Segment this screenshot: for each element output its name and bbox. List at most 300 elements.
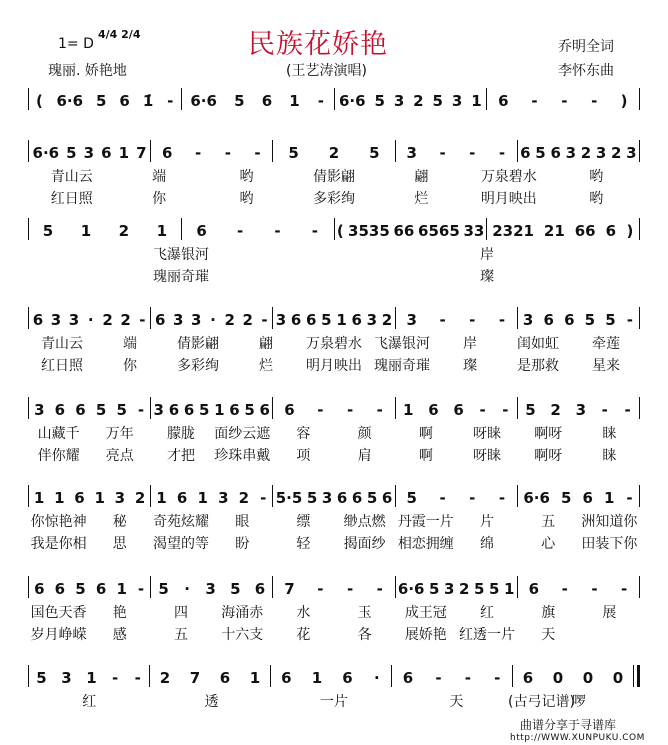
note: 5	[535, 144, 546, 162]
measure	[518, 580, 639, 598]
lyric-syllables: 丹霞一片	[397, 514, 454, 530]
lyric-syllables: 红	[480, 605, 495, 621]
measure	[151, 311, 272, 329]
note: 5	[489, 580, 500, 598]
note: 6	[351, 489, 363, 507]
note: 6565	[418, 222, 460, 240]
note: 2321	[492, 222, 534, 240]
note: 6	[176, 489, 188, 507]
note: 6	[219, 669, 231, 687]
lyric-line-1	[28, 511, 640, 531]
lyric-syllables	[579, 624, 640, 644]
note: 5	[374, 92, 385, 110]
lyric-syllables: 倩影翩	[177, 336, 219, 352]
measure	[273, 311, 394, 329]
note: -	[561, 580, 568, 598]
note: 6	[428, 401, 439, 419]
note: -	[561, 92, 568, 110]
note: 7	[189, 669, 201, 687]
lyric-syllables: 你	[123, 358, 137, 374]
notation-system	[28, 88, 640, 110]
note: 5	[321, 311, 332, 329]
note: 6·6	[397, 580, 425, 598]
notation-system	[28, 397, 640, 419]
measure	[29, 580, 150, 598]
measure	[487, 222, 639, 240]
measure	[396, 144, 517, 162]
lyric-syllables: 花	[296, 627, 311, 643]
note: 2	[118, 222, 130, 240]
note: 6	[168, 401, 180, 419]
lyric-syllables: 岁月峥嵘	[30, 627, 87, 643]
lyric-syllables: 烂	[414, 191, 429, 207]
lyric-line-1	[28, 423, 640, 443]
note: 6	[306, 311, 317, 329]
note: -	[260, 489, 267, 507]
lyricist: 乔明全词	[558, 39, 614, 55]
note: -	[167, 92, 174, 110]
note: 5	[584, 311, 596, 329]
note: -	[479, 401, 486, 419]
lyric-syllables: 珍珠串戴	[214, 448, 271, 464]
lyric-syllables: 呀睐	[473, 426, 502, 442]
lyric-line-2	[28, 266, 640, 286]
note: 3	[575, 401, 587, 419]
note: -	[621, 580, 628, 598]
measure	[182, 92, 334, 110]
measure	[29, 669, 149, 687]
lyric-syllables: 奇苑炫耀	[153, 514, 209, 530]
note: -	[626, 489, 633, 507]
note: 3	[218, 489, 229, 507]
note: 3	[205, 580, 216, 598]
lyric-syllables: 朦胧	[167, 426, 195, 442]
note: 6	[290, 311, 302, 329]
lyric-syllables: 端	[152, 169, 167, 185]
measure	[396, 311, 517, 329]
lyric-syllables: 哟	[589, 191, 604, 207]
note: 6	[550, 144, 561, 162]
time-signature: 4/4 2/4	[98, 28, 141, 41]
footer-url: http://WWW.XUNPUKU.COM	[510, 733, 645, 743]
lyric-syllables: 天	[541, 627, 556, 643]
lyric-syllables: 容	[296, 426, 311, 442]
note: 6	[101, 144, 112, 162]
note: 6	[564, 311, 575, 329]
composer: 李怀东曲	[558, 63, 614, 79]
note: 3	[393, 92, 405, 110]
note: 6	[351, 311, 362, 329]
lyric-line-2	[28, 188, 640, 208]
note: -	[112, 669, 119, 687]
lyric-line-2	[28, 355, 640, 375]
notation-system	[28, 665, 640, 687]
note: -	[139, 311, 146, 329]
lyric-syllables: 相恋拥缠	[397, 536, 454, 552]
lyric-syllables: 颜	[357, 426, 372, 442]
note: 6	[254, 580, 266, 598]
note: -	[376, 401, 383, 419]
measure	[151, 489, 272, 507]
note: 3	[444, 580, 455, 598]
lyric-syllables: 岸	[463, 336, 477, 352]
lyric-syllables: 哟	[589, 169, 604, 185]
lyric-syllables: 绵	[480, 536, 495, 552]
lyric-syllables: 展	[602, 605, 617, 621]
note: ·	[374, 669, 380, 687]
note: 5	[244, 401, 255, 419]
note: 1	[197, 489, 208, 507]
note: 3	[190, 311, 202, 329]
note: 5	[96, 92, 107, 110]
note: 5	[116, 401, 127, 419]
lyric-syllables: 红日照	[50, 191, 93, 207]
note: -	[439, 144, 446, 162]
lyric-syllables: 你	[152, 191, 167, 207]
note: 2	[134, 489, 146, 507]
measure	[273, 401, 394, 419]
performance-direction: 瑰丽. 娇艳地	[48, 63, 127, 79]
note: -	[591, 580, 598, 598]
measure	[487, 92, 639, 110]
lyric-syllables: 倩影翩	[312, 169, 355, 185]
note: -	[626, 311, 633, 329]
note: -	[376, 580, 383, 598]
lyric-syllables: 肩	[357, 448, 372, 464]
measure	[151, 401, 272, 419]
note: 6	[336, 489, 348, 507]
lyric-syllables: 璨	[480, 269, 494, 285]
note: 3	[366, 311, 378, 329]
note: 7	[136, 144, 147, 162]
barline	[639, 307, 640, 329]
note: 1	[118, 144, 130, 162]
lyric-syllables: 感	[112, 627, 127, 643]
lyric-line-1	[28, 333, 640, 353]
notation-system	[28, 307, 640, 329]
measure	[150, 669, 270, 687]
lyric-syllables: 揭面纱	[343, 536, 386, 552]
lyric-syllables: 端	[123, 336, 137, 352]
note: -	[502, 401, 509, 419]
key-signature: 1= D	[58, 36, 94, 52]
measure	[29, 92, 181, 110]
measure	[29, 222, 181, 240]
note: 1	[33, 489, 45, 507]
note: 5	[525, 401, 536, 419]
measure	[392, 669, 512, 687]
note: 1	[249, 669, 261, 687]
lyric-syllables: 啰	[571, 694, 586, 710]
notation-system	[28, 140, 640, 162]
note: 66	[574, 222, 596, 240]
note: 3	[172, 311, 184, 329]
lyric-syllables: 洲知道你	[581, 514, 638, 530]
note: 3	[626, 144, 637, 162]
note: (	[36, 92, 43, 110]
lyric-syllables: 山藏千	[37, 426, 80, 442]
note: 6	[54, 401, 66, 419]
note: -	[317, 92, 325, 110]
note: 0	[582, 669, 594, 687]
note: 2	[381, 311, 393, 329]
note: 5	[66, 144, 77, 162]
lyric-syllables: 啊呀	[534, 426, 563, 442]
note: -	[134, 669, 141, 687]
note: 1	[471, 92, 482, 110]
note: 6	[543, 311, 554, 329]
note: 6	[229, 401, 240, 419]
note: 3	[406, 144, 417, 162]
measure	[513, 669, 633, 687]
note: ·	[184, 580, 190, 598]
note: 6	[95, 580, 107, 598]
performer: (王艺涛演唱)	[286, 63, 367, 79]
note: -	[464, 669, 472, 687]
measure	[518, 489, 639, 507]
note: 3	[114, 489, 126, 507]
note: 3	[83, 144, 95, 162]
measure	[29, 311, 150, 329]
note: 0	[552, 669, 564, 687]
note: 6	[582, 489, 593, 507]
measure	[29, 144, 150, 162]
lyric-syllables: 艳	[112, 605, 127, 621]
notation-system	[28, 218, 640, 240]
note: 6·6	[56, 92, 84, 110]
note: 6	[281, 669, 292, 687]
lyric-syllables: 我是你相	[30, 536, 87, 552]
note: 6	[75, 401, 86, 419]
lyric-syllables: 各	[357, 627, 372, 643]
note: -	[435, 669, 442, 687]
lyric-syllables: 亮点	[105, 448, 134, 464]
lyric-syllables: 秘	[112, 514, 127, 530]
note: 3	[34, 401, 45, 419]
note: 2	[611, 144, 622, 162]
lyric-syllables: 瑰丽奇璀	[374, 358, 430, 374]
note: -	[469, 489, 476, 507]
note: -	[311, 222, 318, 240]
measure	[273, 489, 394, 507]
note: 2	[580, 144, 592, 162]
note: -	[137, 580, 145, 598]
note: 3	[522, 311, 534, 329]
note: 2	[238, 489, 250, 507]
barline	[639, 576, 640, 598]
note: 6	[605, 222, 617, 240]
note: -	[531, 92, 538, 110]
lyric-syllables: 万年	[105, 426, 134, 442]
lyric-syllables: 啊呀	[534, 448, 563, 464]
note: -	[601, 401, 608, 419]
footer-source: 曲谱分享于寻谱库	[520, 718, 617, 732]
lyric-syllables: 红日照	[41, 358, 83, 374]
lyric-line-2	[28, 624, 640, 644]
lyric-syllables: 万泉碧水	[306, 336, 362, 352]
lyric-syllables: 飞瀑银河	[374, 336, 430, 352]
lyric-syllables: 啊	[418, 426, 433, 442]
note: -	[624, 401, 631, 419]
lyric-syllables: 天	[449, 694, 464, 710]
lyric-syllables: 才把	[167, 448, 195, 464]
measure	[396, 489, 517, 507]
lyric-syllables: 国色天香	[30, 605, 87, 621]
note: 6	[453, 401, 464, 419]
lyric-syllables: 盼	[235, 536, 250, 552]
lyric-syllables: 哟	[239, 191, 254, 207]
measure	[29, 401, 150, 419]
lyric-syllables: 红	[82, 694, 97, 710]
lyric-syllables: 飞瀑银河	[153, 247, 209, 263]
measure	[273, 144, 394, 162]
lyric-syllables: 一片	[320, 694, 349, 710]
lyric-syllables: 水	[296, 605, 311, 621]
measure	[518, 401, 639, 419]
lyric-syllables: 青山云	[41, 336, 83, 352]
lyric-syllables: 红透一片	[459, 627, 516, 643]
lyric-syllables: 万泉碧水	[480, 169, 537, 185]
note: 21	[543, 222, 565, 240]
note: 5	[474, 580, 485, 598]
lyric-syllables: 伴你耀	[37, 448, 80, 464]
note: 1	[86, 669, 97, 687]
note: -	[346, 401, 354, 419]
note: 2	[159, 669, 171, 687]
barline	[633, 665, 640, 687]
note: 2	[242, 311, 253, 329]
note: 6	[162, 144, 173, 162]
barline	[639, 88, 640, 110]
note: 6	[528, 580, 540, 598]
note: 2	[328, 144, 340, 162]
note: 6	[74, 489, 85, 507]
lyric-line-2	[28, 445, 640, 465]
measure	[335, 222, 487, 240]
note: 6	[154, 311, 166, 329]
lyric-syllables: 轻	[296, 536, 311, 552]
note: 6	[32, 311, 44, 329]
measure	[151, 580, 272, 598]
lyric-syllables: 明月映出	[306, 358, 362, 374]
note: -	[439, 489, 446, 507]
lyric-syllables: 翩	[259, 336, 273, 352]
note: 1	[402, 401, 414, 419]
measure	[396, 401, 517, 419]
lyric-syllables: 牵莲	[592, 336, 620, 352]
note: 6	[402, 669, 414, 687]
note: 6·6	[190, 92, 217, 110]
note: 6	[381, 489, 393, 507]
note: 6	[261, 92, 273, 110]
lyric-syllables: 哟	[239, 169, 254, 185]
note: 1̇	[142, 92, 154, 110]
note: -	[439, 311, 446, 329]
lyric-syllables: 片	[480, 514, 495, 530]
note: 5	[158, 580, 169, 598]
note: 3	[275, 311, 287, 329]
note: 2	[413, 92, 424, 110]
note: 6	[259, 401, 270, 419]
note: -	[469, 311, 476, 329]
note: 3	[153, 401, 164, 419]
lyric-syllables: 是那救	[517, 358, 559, 374]
note: 2	[120, 311, 131, 329]
lyric-syllables: 青山云	[50, 169, 93, 185]
measure	[151, 144, 272, 162]
lyric-syllables: 心	[541, 536, 556, 552]
note: -	[237, 222, 244, 240]
note: 2	[459, 580, 470, 598]
note: 0	[612, 669, 624, 687]
note: ·	[210, 311, 216, 329]
barline	[639, 397, 640, 419]
measure	[271, 669, 391, 687]
note: 3	[50, 311, 62, 329]
note: -	[195, 144, 202, 162]
lyric-syllables: 渴望的等	[153, 536, 209, 552]
barline	[639, 140, 640, 162]
lyric-line-1	[28, 244, 640, 264]
note: 1	[54, 489, 65, 507]
note: -	[469, 144, 476, 162]
lyric-line-1	[28, 602, 640, 622]
note: 1	[116, 580, 127, 598]
lyric-line-1	[28, 166, 640, 186]
measure	[518, 311, 639, 329]
measure	[518, 144, 639, 162]
note: 1	[156, 222, 167, 240]
barline	[639, 218, 640, 240]
note: 5	[429, 580, 440, 598]
note: (	[336, 222, 344, 240]
note: 6	[196, 222, 207, 240]
lyric-syllables: 缥	[296, 514, 311, 530]
lyric-syllables: 玉	[357, 605, 372, 621]
lyric-syllables: 睐	[602, 426, 617, 442]
measure	[182, 222, 334, 240]
lyric-syllables: 项	[296, 448, 311, 464]
note: 6	[119, 92, 130, 110]
note: 6·6	[32, 144, 60, 162]
lyric-syllables: 思	[112, 536, 127, 552]
lyric-line-2	[28, 533, 640, 553]
note: 5	[288, 144, 299, 162]
note: 6·6	[523, 489, 550, 507]
note: 5·5	[275, 489, 303, 507]
note: 7	[284, 580, 295, 598]
notation-system	[28, 485, 640, 507]
note: 5	[42, 222, 54, 240]
note: -	[274, 222, 281, 240]
note: 1	[289, 92, 300, 110]
note: 1	[80, 222, 92, 240]
note: 6·6	[338, 92, 366, 110]
note: -	[254, 144, 261, 162]
measure	[273, 580, 394, 598]
note: -	[498, 144, 506, 162]
lyric-syllables: 璨	[463, 358, 477, 374]
note: 5	[198, 401, 210, 419]
note: 5	[95, 401, 107, 419]
note: 5	[605, 311, 616, 329]
lyric-syllables: 五	[541, 514, 556, 530]
note: 33	[463, 222, 485, 240]
note: 3	[595, 144, 607, 162]
note: -	[591, 92, 598, 110]
note: 6	[342, 669, 353, 687]
note: 1	[504, 580, 515, 598]
